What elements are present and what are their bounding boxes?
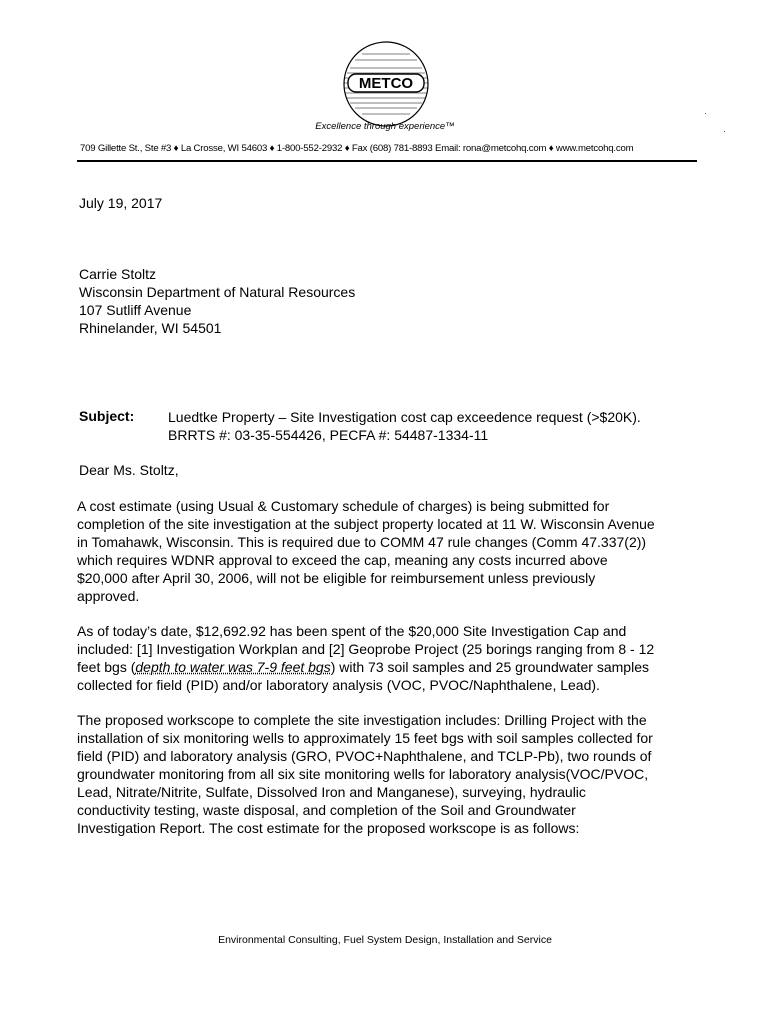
paragraph-text: feet bgs ( <box>77 659 136 675</box>
paragraph-line: completion of the site investigation at the subject property located at 11 W. Wisconsin Avenue <box>77 516 655 532</box>
speck <box>705 113 706 114</box>
paragraph-line: approved. <box>77 588 140 604</box>
paragraph-text: ) with 73 soil samples and 25 groundwater samples <box>330 659 649 675</box>
recipient-line: Wisconsin Department of Natural Resources <box>79 284 356 300</box>
paragraph-line: in Tomahawk, Wisconsin. This is required due to COMM 47 rule changes (Comm 47.337(2)) <box>77 534 647 550</box>
paragraph-line: groundwater monitoring from all six site monitoring wells for laboratory analysis(VOC/PVOC, <box>77 766 649 782</box>
subject-line-2: BRRTS #: 03-35-554426, PECFA #: 54487-1334-11 <box>168 427 489 443</box>
paragraph-line: collected for field (PID) and/or laboratory analysis (VOC, PVOC/Naphthalene, Lead). <box>77 677 600 693</box>
subject-line-1: Luedtke Property – Site Investigation cost cap exceedence request (>$20K). <box>168 409 641 425</box>
header-divider <box>77 160 697 162</box>
tagline: Excellence through experience™ <box>315 121 455 132</box>
paragraph-line: which requires WDNR approval to exceed the cap, meaning any costs incurred above <box>77 552 608 568</box>
paragraph-line: field (PID) and laboratory analysis (GRO, PVOC+Naphthalene, and TCLP-Pb), two rounds of <box>77 748 652 764</box>
recipient-address <box>79 265 355 337</box>
letter-date: July 19, 2017 <box>79 195 163 211</box>
logo-text: METCO <box>358 75 414 92</box>
paragraph-line: installation of six monitoring wells to approximately 15 feet bgs with soil samples collected for <box>77 730 653 746</box>
page-footer: Environmental Consulting, Fuel System Design, Installation and Service <box>218 934 552 946</box>
paragraph-line <box>77 658 654 676</box>
salutation: Dear Ms. Stoltz, <box>79 462 179 478</box>
paragraph-proposed-workscope <box>77 711 653 837</box>
speck <box>724 131 725 132</box>
recipient-line: 107 Sutliff Avenue <box>79 302 192 318</box>
paragraph-line: conductivity testing, waste disposal, and completion of the Soil and Groundwater <box>77 802 576 818</box>
paragraph-line: Lead, Nitrate/Nitrite, Sulfate, Dissolved Iron and Manganese), surveying, hydraulic <box>77 784 586 800</box>
paragraph-line: $20,000 after April 30, 2006, will not be eligible for reimbursement unless previously <box>77 570 596 586</box>
recipient-line: Carrie Stoltz <box>79 266 157 282</box>
paragraph-spent-to-date <box>77 622 654 694</box>
recipient-line: Rhinelander, WI 54501 <box>79 320 222 336</box>
depth-to-water-note: depth to water was 7-9 feet bgs <box>135 659 331 675</box>
subject-text <box>168 408 641 444</box>
paragraph-line: included: [1] Investigation Workplan and [2] Geoprobe Project (25 borings ranging from 8 - 12 <box>77 641 655 657</box>
paragraph-line: Investigation Report. The cost estimate for the proposed workscope is as follows: <box>77 820 580 836</box>
paragraph-cost-estimate <box>77 497 655 605</box>
subject-label: Subject: <box>79 408 135 424</box>
company-logo <box>342 40 430 128</box>
paragraph-line: A cost estimate (using Usual & Customary schedule of charges) is being submitted for <box>77 498 610 514</box>
metco-seal-icon <box>342 40 430 128</box>
company-address: 709 Gillette St., Ste #3 ♦ La Crosse, WI 54603 ♦ 1-800-552-2932 ♦ Fax (608) 781-8893 Email: rona@metcohq.com ♦ www.metcohq.com <box>80 143 634 154</box>
paragraph-line: The proposed workscope to complete the site investigation includes: Drilling Project with the <box>77 712 647 728</box>
paragraph-line: As of today’s date, $12,692.92 has been spent of the $20,000 Site Investigation Cap and <box>77 623 627 639</box>
